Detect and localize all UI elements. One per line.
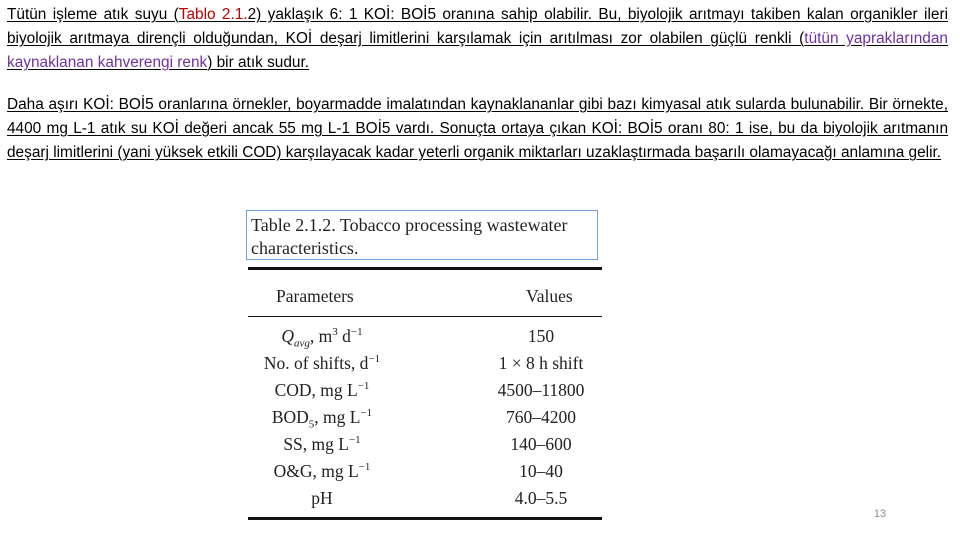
table-row — [246, 488, 604, 512]
paragraph-2: Daha aşırı KOİ: BOİ5 oranlarına örnekler, boyarmadde imalatından kaynaklananlar gibi bazı kimyasal atık sularda bulunabilir. Bir örnekte, 4400 mg L-1 atık su KOİ değeri ancak 55 mg L-1 BOİ5 vardı. Sonuçta ortaya çıkan KOİ: BOİ5 oranı 80: 1 ise, bu da biyolojik arıtmanın deşarj limitlerini (yani yüksek etkili COD) karşılayacak kadar yeterli organik miktarları uzaklaştırmada başarılı olamayacağı anlamına gelir. — [7, 96, 948, 161]
paragraph-1-highlight: tütün yapraklarından kaynaklanan kahverengi renk — [7, 30, 948, 71]
value-cell: 140–600 — [510, 434, 572, 454]
value-cell: 150 — [527, 326, 555, 346]
param-cell: O&G, mg $L^{-1}$ — [273, 461, 371, 481]
header-parameters: Parameters — [276, 286, 354, 306]
table-row — [246, 380, 604, 404]
header-values: Values — [526, 286, 573, 306]
table-row — [246, 461, 604, 485]
table-rule-top — [248, 267, 602, 270]
table-figure — [246, 210, 604, 522]
value-cell: 760–4200 — [506, 407, 576, 427]
value-cell: 1 × 8 h shift — [498, 353, 584, 373]
table-reference-link[interactable]: Tablo 2.1. — [178, 6, 248, 23]
param-cell: $BOD_5$, mg $L^{-1}$ — [271, 407, 373, 431]
table-row — [246, 407, 604, 431]
paragraph-1 — [7, 3, 948, 75]
paragraph-1-text-c: ) bir atık sudur. — [207, 54, 310, 71]
param-cell: COD, mg $L^{-1}$ — [274, 380, 370, 400]
value-cell: 10–40 — [519, 461, 563, 481]
table-caption: Table 2.1.2. Tobacco processing wastewater characteristics. — [246, 210, 598, 260]
table-rule-bottom — [248, 517, 602, 520]
param-cell: SS, mg $L^{-1}$ — [283, 434, 361, 454]
table-row — [246, 353, 604, 377]
value-cell: 4500–11800 — [497, 380, 585, 400]
table-row — [246, 434, 604, 458]
value-cell: 4.0–5.5 — [514, 488, 568, 508]
table-row — [246, 326, 604, 350]
param-cell: $Q_{avg}$, $m^3$ $d^{-1}$ — [281, 326, 363, 350]
paragraph-1-text-a: Tütün işleme atık suyu ( — [7, 6, 179, 23]
table-rule-middle — [248, 316, 602, 317]
param-cell: No. of shifts, $d^{-1}$ — [263, 353, 381, 373]
param-cell: pH — [311, 488, 333, 508]
paragraph-1-text-b: 2) yaklaşık 6: 1 KOİ: BOİ5 oranına sahip olabilir. Bu, biyolojik arıtmayı takiben kalan organikler ileri biyolojik arıtmaya dirençli olduğundan, KOİ deşarj limitlerini karşılamak için arıtılması zor olabilen güçlü renkli ( — [7, 6, 948, 47]
page-number: 13 — [873, 508, 887, 520]
